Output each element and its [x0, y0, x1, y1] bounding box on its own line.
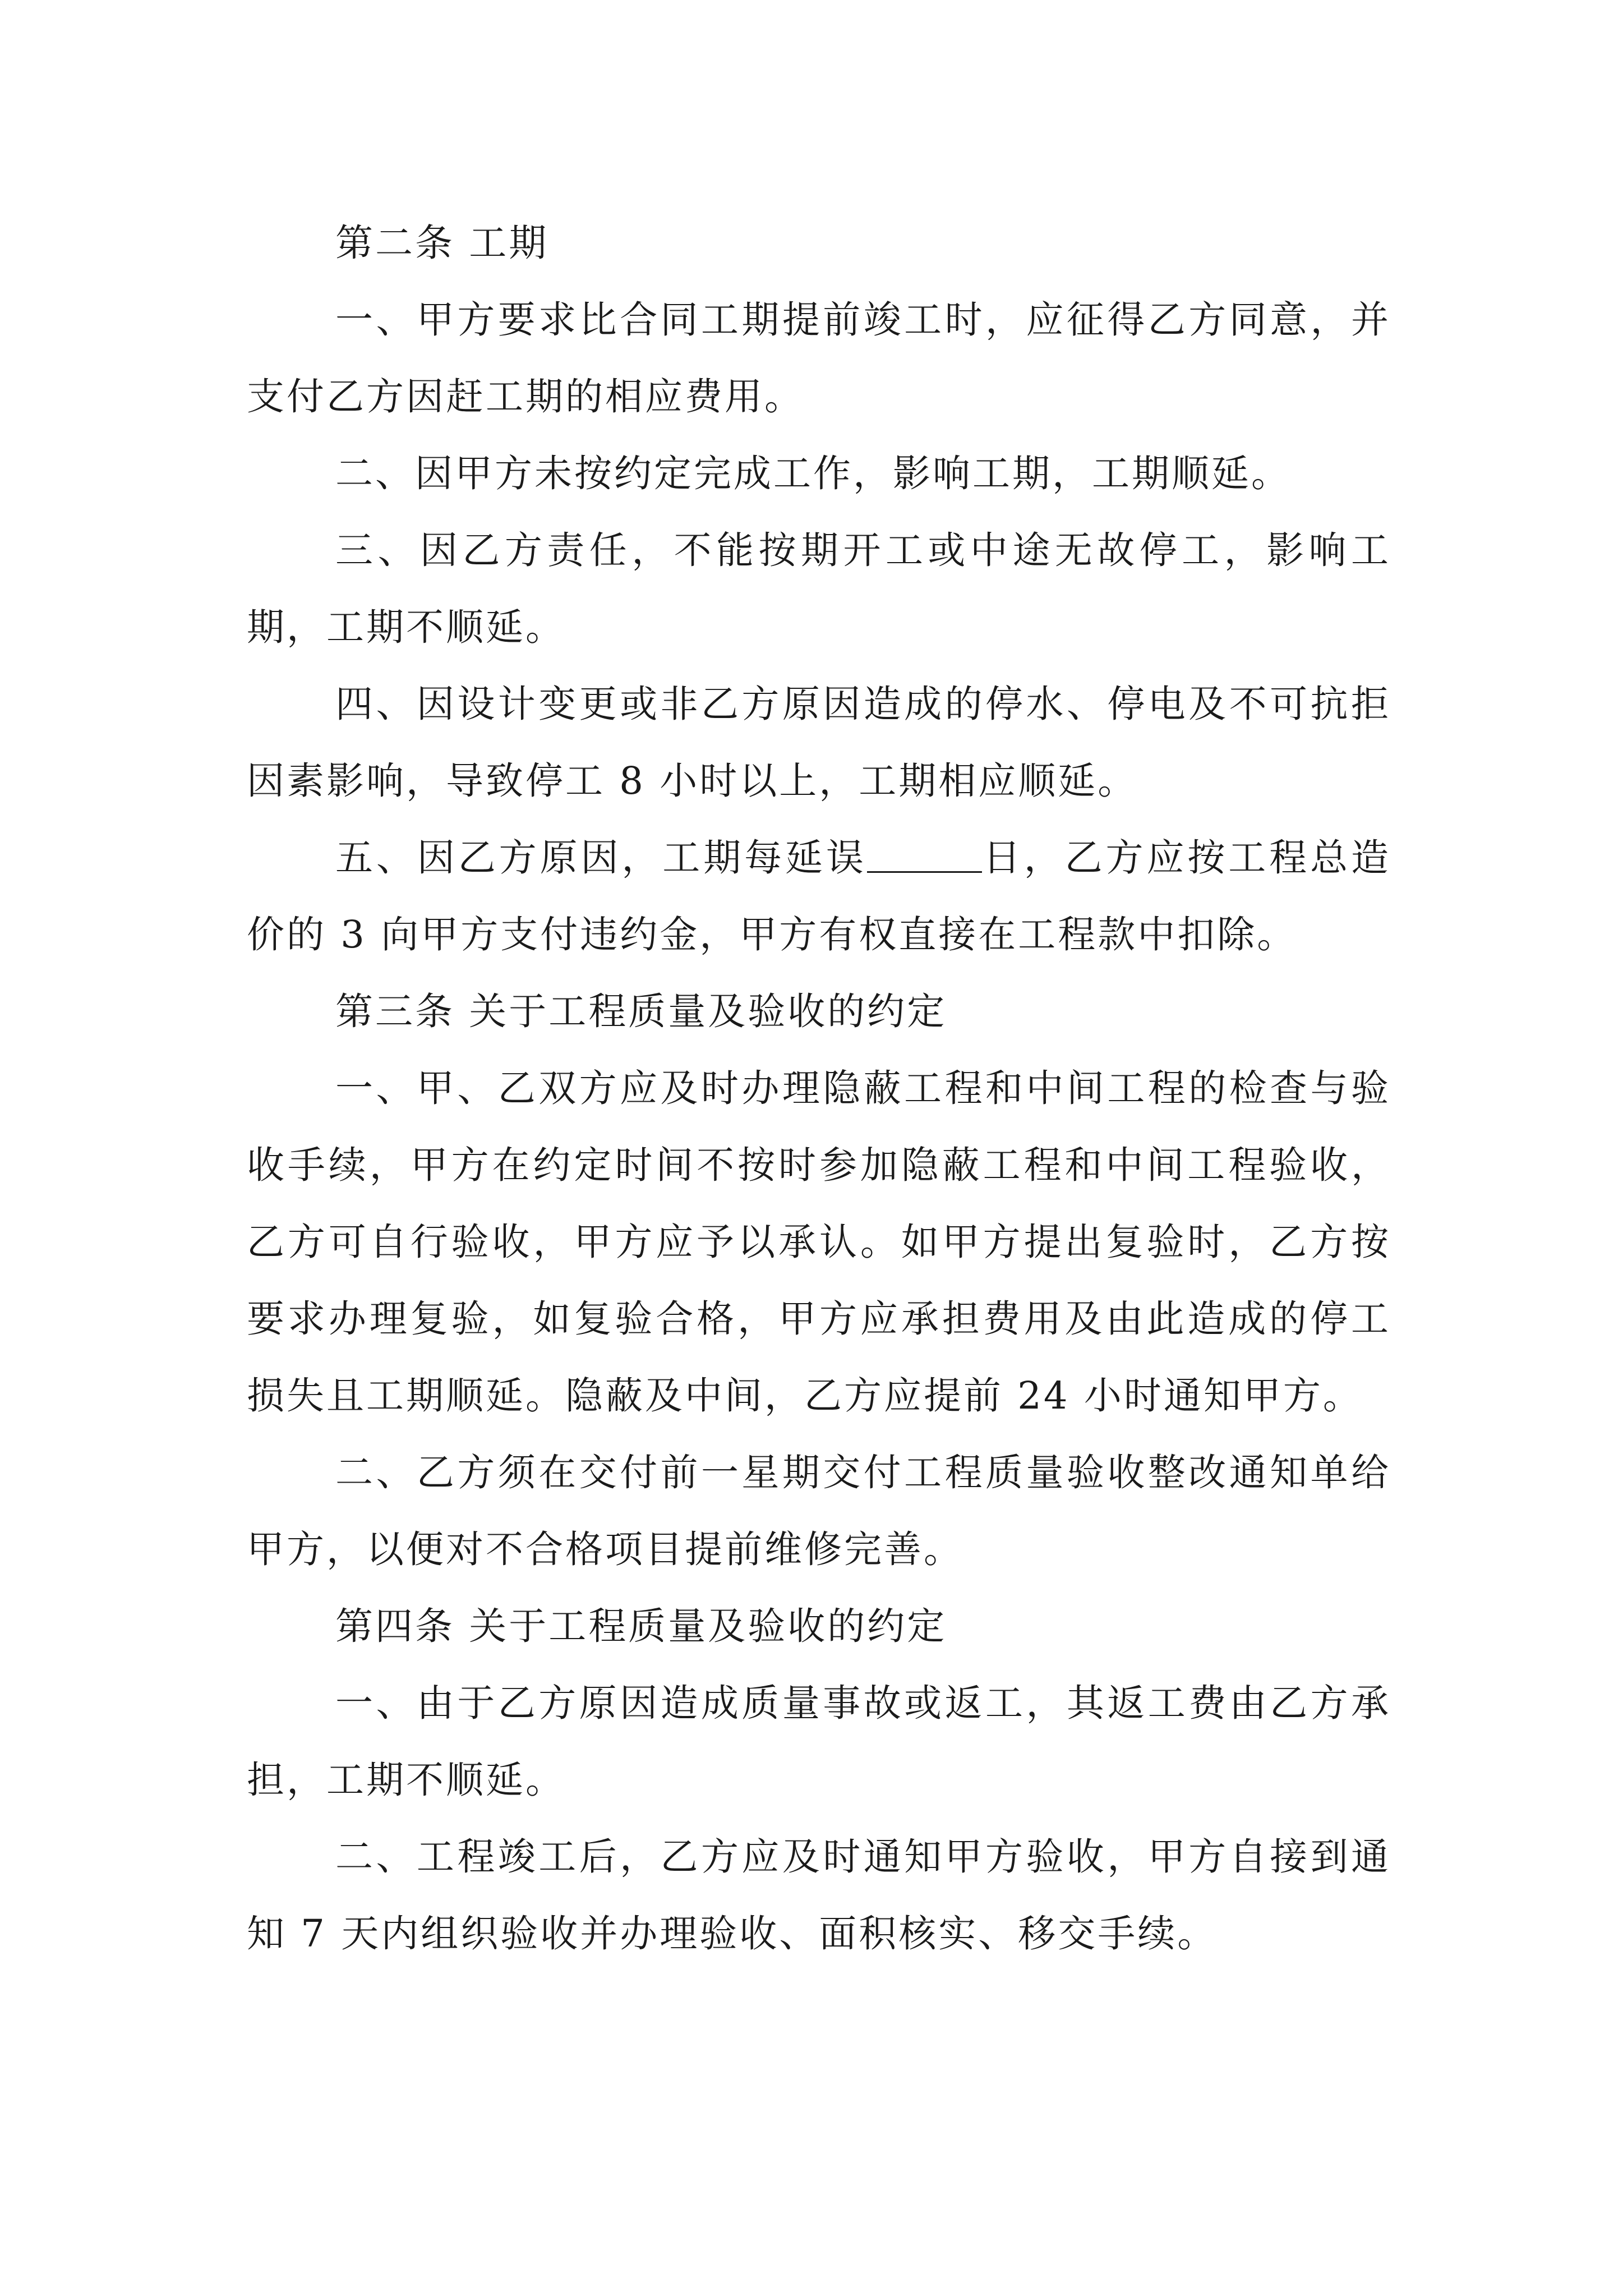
article-2-clause-3: 三、因乙方责任，不能按期开工或中途无故停工，影响工期，工期不顺延。: [247, 528, 1391, 649]
article-2-clause-2: 二、因甲方未按约定完成工作，影响工期，工期顺延。: [335, 452, 1291, 495]
article-4-clause-1: 一、由于乙方原因造成质量事故或返工，其返工费由乙方承担，工期不顺延。: [247, 1681, 1391, 1802]
article-3-heading: 第三条 关于工程质量及验收的约定: [335, 990, 947, 1033]
article-2-clause-5: [247, 820, 1391, 973]
article-2-clause-5-after: 日，乙方应按工程总造价的 3 向甲方支付违约金，甲方有权直接在工程款中扣除。: [247, 836, 1391, 956]
article-2-heading: 第二条 工期: [335, 221, 549, 265]
document-body: [247, 205, 1391, 1972]
article-2-clause-4: 四、因设计变更或非乙方原因造成的停水、停电及不可抗拒因素影响，导致停工 8 小时以上，工期相应顺延。: [247, 682, 1391, 803]
article-2-clause-5-before: 五、因乙方原因，工期每延误: [335, 836, 867, 880]
delay-days-blank: [867, 838, 982, 873]
article-3-clause-2: 二、乙方须在交付前一星期交付工程质量验收整改通知单给甲方，以便对不合格项目提前维修完善。: [247, 1451, 1391, 1571]
article-4-clause-2: 二、工程竣工后，乙方应及时通知甲方验收，甲方自接到通知 7 天内组织验收并办理验收、面积核实、移交手续。: [247, 1835, 1391, 1955]
article-4-heading: 第四条 关于工程质量及验收的约定: [335, 1604, 947, 1648]
article-2-clause-1: 一、甲方要求比合同工期提前竣工时，应征得乙方同意，并支付乙方因赶工期的相应费用。: [247, 298, 1391, 418]
article-3-clause-1: 一、甲、乙双方应及时办理隐蔽工程和中间工程的检查与验收手续，甲方在约定时间不按时参加隐蔽工程和中间工程验收，乙方可自行验收，甲方应予以承认。如甲方提出复验时，乙方按要求办理复验，如复验合格，甲方应承担费用及由此造成的停工损失且工期顺延。隐蔽及中间，乙方应提前 24 小时通知甲方。: [247, 1066, 1391, 1418]
